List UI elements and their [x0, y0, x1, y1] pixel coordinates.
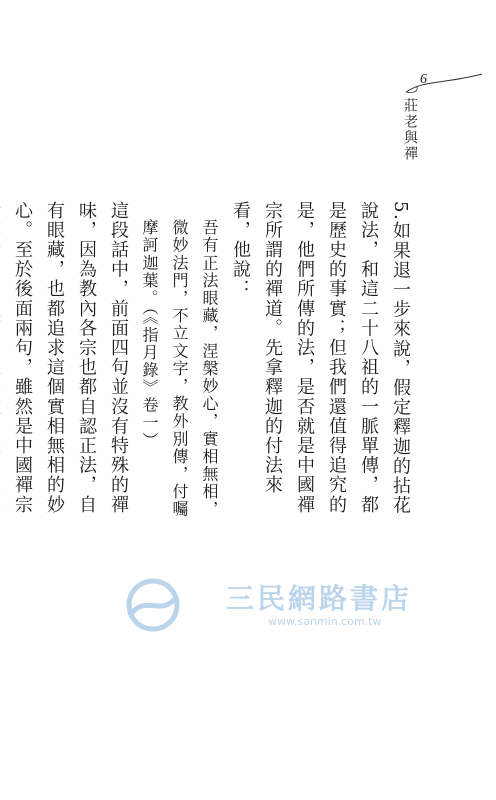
- header-ornament: [404, 70, 484, 96]
- running-head: 莊老與禪: [402, 98, 418, 162]
- watermark-text: 三民網路書店: [226, 582, 413, 615]
- watermark-logo-icon: [118, 575, 188, 635]
- paragraph-commentary: 這段話中，前面四句並沒有特殊的禪味，因為教內各宗也都自認正法，自有眼藏，也都追求這個實相無相的妙心。至於後面兩句，雖然是中國禪宗: [12, 201, 129, 515]
- watermark: [118, 575, 418, 635]
- paragraph-5: 5.如果退一步來說，假定釋迦的拈花說法，和這二十八祖的一脈單傳，都是歷史的事實；但我們還值得追究的是，他們所傳的法，是否就是中國禪宗所謂的禪道。先拿釋迦的付法來看，他說：: [230, 201, 411, 516]
- block-quote: 吾有正法眼藏，涅槃妙心，實相無相，微妙法門，不立文字，教外別傳，付囑摩訶迦葉。（《指月錄》卷一）: [140, 219, 219, 519]
- watermark-url: www.sanmin.com.tw: [268, 615, 382, 628]
- page-number: 6: [420, 72, 427, 87]
- body-text: [0, 165, 416, 525]
